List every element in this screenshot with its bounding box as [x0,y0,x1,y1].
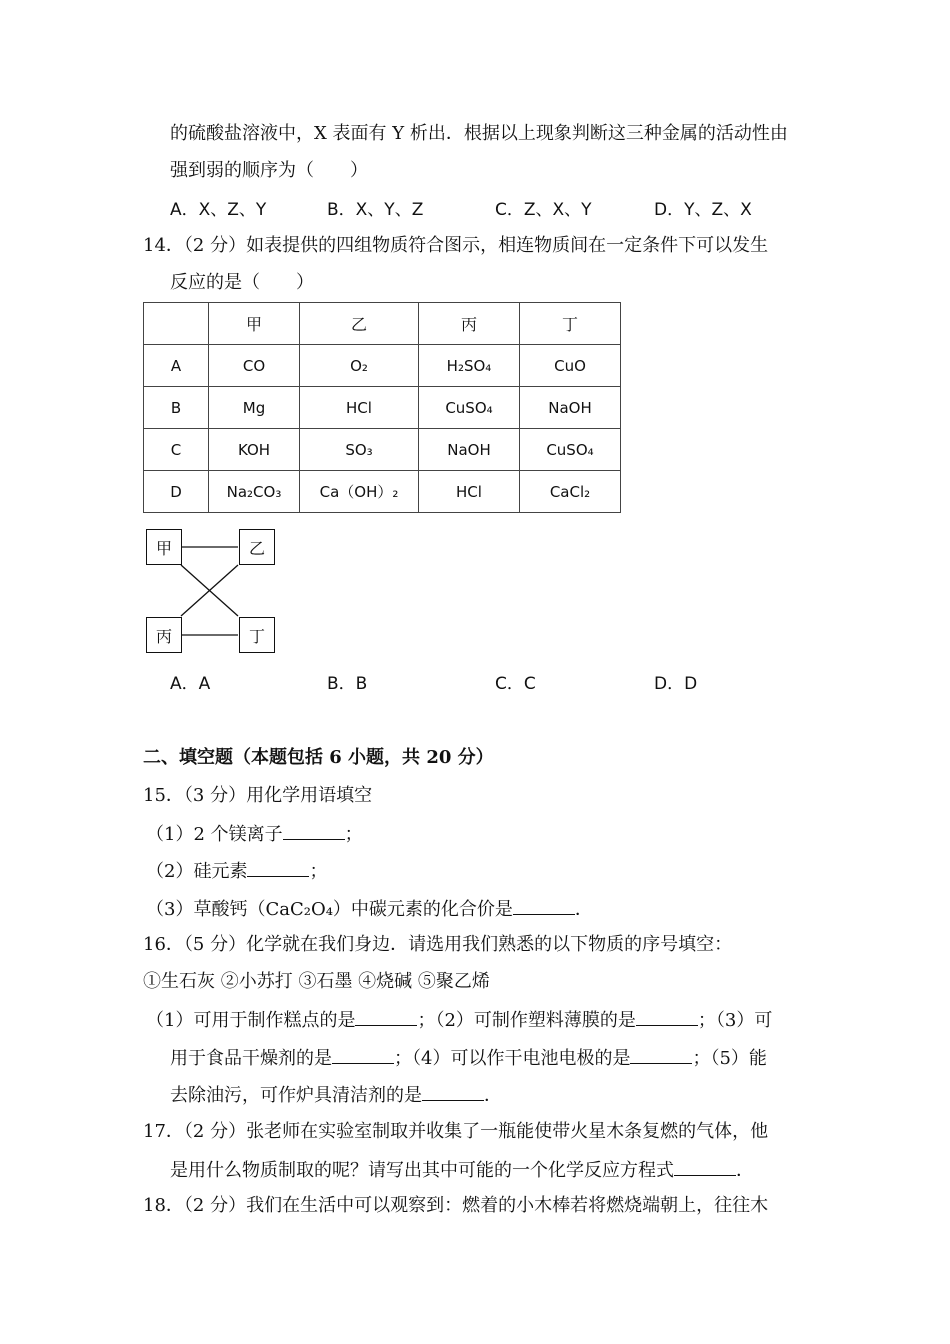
table-cell: CO [209,345,300,387]
q14-line2: 反应的是（ ） [170,272,314,293]
answer-blank[interactable] [513,896,575,915]
q16-line1-b: ；（2）可制作塑料薄膜的是 [417,1010,636,1031]
q17-line1: 17．（2 分）张老师在实验室制取并收集了一瓶能使带火星木条复燃的气体，他 [143,1121,769,1142]
q13-line2: 强到弱的顺序为（ ） [170,160,368,181]
table-cell: SO₃ [300,429,419,471]
diagram-box-yi: 乙 [239,529,275,565]
q16-line2-b: ；（4）可以作干电池电极的是 [394,1048,631,1069]
table-cell: CaCl₂ [520,471,621,513]
q15-part3-text: （3）草酸钙（CaC₂O₄）中碳元素的化合价是 [146,899,513,920]
q16-choices: ①生石灰 ②小苏打 ③石墨 ④烧碱 ⑤聚乙烯 [143,971,490,992]
q16-line2-c: ；（5）能 [692,1048,767,1069]
table-cell: Ca（OH）₂ [300,471,419,513]
q13-line1: 的硫酸盐溶液中，X 表面有 Y 析出．根据以上现象判断这三种金属的活动性由 [170,123,788,144]
answer-blank[interactable] [630,1045,692,1064]
table-cell: HCl [419,471,520,513]
q17-line2 [170,1157,754,1183]
q17-line2-end: ． [736,1160,754,1181]
table-cell: KOH [209,429,300,471]
table-cell: O₂ [300,345,419,387]
diagram-box-bing: 丙 [146,617,182,653]
answer-blank[interactable] [636,1007,698,1026]
table-cell: Mg [209,387,300,429]
table-cell: NaOH [419,429,520,471]
q16-line3-b: ． [484,1085,502,1106]
q18-line1: 18．（2 分）我们在生活中可以观察到：燃着的小木棒若将燃烧端朝上，往往木 [143,1195,769,1216]
table-cell: Na₂CO₃ [209,471,300,513]
table-header-cell: 乙 [300,303,419,345]
table-cell: HCl [300,387,419,429]
table-cell: CuSO₄ [520,429,621,471]
diagram-box-jia: 甲 [146,529,182,565]
q14-option-c: C．C [495,674,536,694]
q15-part2-text: （2）硅元素 [146,861,248,882]
table-cell: B [144,387,209,429]
table-cell: H₂SO₄ [419,345,520,387]
answer-blank[interactable] [332,1045,394,1064]
q16-line1-a: （1）可用于制作糕点的是 [146,1010,356,1031]
table-header-cell: 甲 [209,303,300,345]
q16-line2 [170,1045,767,1071]
diagram-box-ding: 丁 [239,617,275,653]
q15-part3-end: ． [574,899,593,920]
q15-stem: 15．（3 分）用化学用语填空 [143,785,373,806]
section-title: 二、填空题（本题包括 6 小题，共 20 分） [143,747,494,768]
q15-part1-end: ； [344,824,363,845]
q14-option-b: B．B [327,674,368,694]
q15-part3 [146,896,593,922]
table-header-cell: 丙 [419,303,520,345]
table-cell: NaOH [520,387,621,429]
table-cell: A [144,345,209,387]
answer-blank[interactable] [247,858,309,877]
answer-blank[interactable] [355,1007,417,1026]
q14-option-a: A．A [170,674,211,694]
q15-part1 [146,821,363,847]
q14-option-d: D．D [654,674,698,694]
table-cell: CuSO₄ [419,387,520,429]
q16-stem: 16．（5 分）化学就在我们身边．请选用我们熟悉的以下物质的序号填空： [143,934,733,955]
q17-line2-text: 是用什么物质制取的呢？请写出其中可能的一个化学反应方程式 [170,1160,674,1181]
q16-line1 [146,1007,772,1033]
answer-blank[interactable] [674,1157,736,1176]
table-cell: CuO [520,345,621,387]
q16-line2-a: 用于食品干燥剂的是 [170,1048,332,1069]
q16-line3 [170,1082,502,1108]
answer-blank[interactable] [422,1082,484,1101]
table-cell: D [144,471,209,513]
q16-line3-a: 去除油污，可作炉具清洁剂的是 [170,1085,422,1106]
q15-part2-end: ； [309,861,328,882]
table-header-cell: 丁 [520,303,621,345]
q15-part2 [146,858,327,884]
q13-option-d: D．Y、Z、X [654,200,752,220]
q15-part1-text: （1）2 个镁离子 [146,824,283,845]
answer-blank[interactable] [283,821,345,840]
q13-option-b: B．X、Y、Z [327,200,424,220]
q14-line1: 14．（2 分）如表提供的四组物质符合图示，相连物质间在一定条件下可以发生 [143,235,769,256]
q13-option-c: C．Z、X、Y [495,200,592,220]
q16-line1-c: ；（3）可 [697,1010,773,1031]
table-cell: C [144,429,209,471]
q13-option-a: A．X、Z、Y [170,200,267,220]
